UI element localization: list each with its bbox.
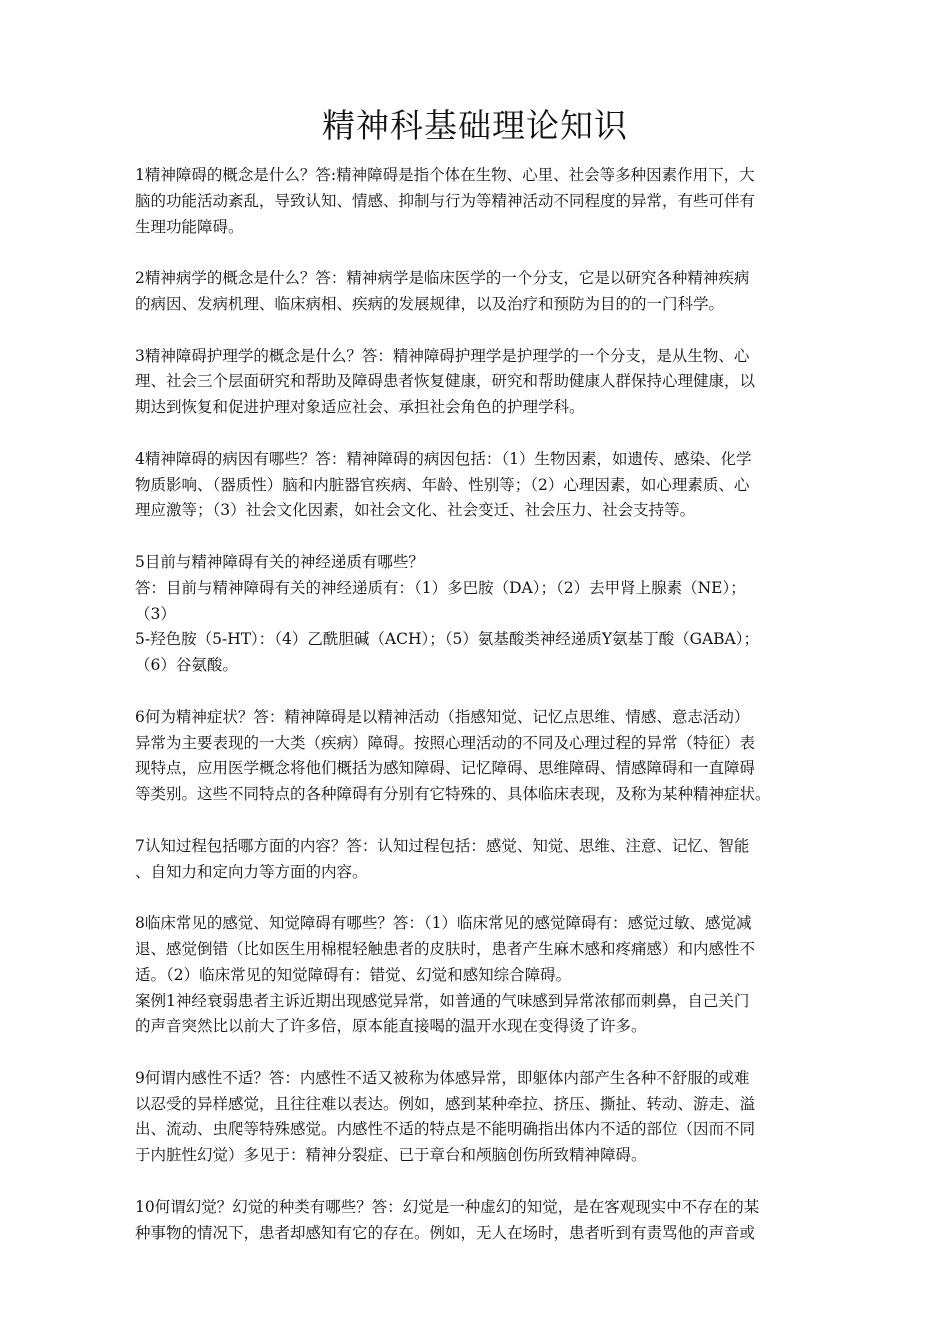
text-line: 适。（2）临床常见的知觉障碍有：错觉、幻觉和感知综合障碍。 (135, 965, 572, 984)
text-line: 5-羟色胺（5-HT）：（4）乙酰胆碱（ACH）；（5）氨基酸类神经递质Y氨基丁酸（GABA）； (135, 630, 759, 649)
text-line: 物质影响、（器质性）脑和内脏器官疾病、年龄、性别等；（2）心理因素，如心理素质、心 (135, 475, 750, 494)
text-line: 理、社会三个层面研究和帮助及障碍患者恢复健康，研究和帮助健康人群保持心理健康，以 (135, 372, 756, 391)
qa-paragraph (135, 1195, 835, 1247)
qa-paragraph (135, 550, 835, 679)
text-line: 于内脏性幻觉）多见于：精神分裂症、已于章台和颅脑创伤所致精神障碍。 (135, 1146, 647, 1165)
qa-paragraph (135, 705, 835, 808)
qa-paragraph (135, 344, 835, 421)
text-line: 种事物的情况下，患者却感知有它的存在。例如，无人在场时，患者听到有责骂他的声音或 (135, 1223, 756, 1242)
page-title: 精神科基础理论知识 (322, 106, 628, 145)
text-line: 等类别。这些不同特点的各种障碍有分别有它特殊的、具体临床表现，及称为某种精神症状。 (135, 785, 771, 804)
text-line: 8临床常见的感觉、知觉障碍有哪些？答：（1）临床常见的感觉障碍有：感觉过敏、感觉减 (135, 914, 752, 933)
case-paragraph (135, 989, 835, 1041)
text-line: 4精神障碍的病因有哪些？答：精神障碍的病因包括：（1）生物因素，如遗传、感染、化学 (135, 449, 752, 468)
text-line: 退、感觉倒错（比如医生用棉棍轻触患者的皮肤时，患者产生麻木感和疼痛感）和内感性不 (135, 939, 756, 958)
text-line: （6）谷氨酸。 (135, 656, 238, 675)
qa-paragraph (135, 1066, 835, 1169)
qa-paragraph (135, 266, 835, 318)
qa-paragraph (135, 163, 835, 240)
text-line: 7认知过程包括哪方面的内容？答：认知过程包括：感觉、知觉、思维、注意、记忆、智能 (135, 836, 750, 855)
text-line: 2精神病学的概念是什么？答：精神病学是临床医学的一个分支，它是以研究各种精神疾病 (135, 269, 750, 288)
text-line: 生理功能障碍。 (135, 217, 244, 236)
text-line: 出、流动、虫爬等特殊感觉。内感性不适的特点是不能明确指出体内不适的部位（因而不同 (135, 1120, 756, 1139)
qa-paragraph (135, 447, 835, 524)
text-line: 10何谓幻觉？幻觉的种类有哪些？答：幻觉是一种虚幻的知觉，是在客观现实中不存在的某 (135, 1197, 760, 1216)
qa-paragraph (135, 834, 835, 886)
text-line: 5目前与精神障碍有关的神经递质有哪些？ (135, 552, 424, 571)
text-line: 理应激等；（3）社会文化因素，如社会文化、社会变迁、社会压力、社会支持等。 (135, 501, 696, 520)
text-line: 脑的功能活动紊乱，导致认知、情感、抑制与行为等精神活动不同程度的异常，有些可伴有 (135, 191, 756, 210)
text-line: 现特点，应用医学概念将他们概括为感知障碍、记忆障碍、思维障碍、情感障碍和一直障碍 (135, 759, 756, 778)
text-line: 异常为主要表现的一大类（疾病）障碍。按照心理活动的不同及心理过程的异常（特征）表 (135, 733, 756, 752)
text-line: 的声音突然比以前大了许多倍，原本能直接喝的温开水现在变得烫了许多。 (135, 1017, 647, 1036)
text-line: 案例1神经衰弱患者主诉近期出现感觉异常，如普通的气味感到异常浓郁而刺鼻，自己关门 (135, 991, 750, 1010)
text-line: （3） (135, 604, 176, 623)
text-line: 期达到恢复和促进护理对象适应社会、承担社会角色的护理学科。 (135, 398, 585, 417)
qa-paragraph (135, 911, 835, 988)
text-line: 1精神障碍的概念是什么？答:精神障碍是指个体在生物、心里、社会等多种因素作用下，大 (135, 166, 755, 184)
text-line: 以忍受的异样感觉，且往往难以表达。例如，感到某种牵拉、挤压、撕扯、转动、游走、溢 (135, 1094, 756, 1113)
document-body (135, 163, 835, 1272)
text-line: 6何为精神症状？答：精神障碍是以精神活动（指感知觉、记忆点思维、情感、意志活动） (135, 707, 750, 726)
text-line: 的病因、发病机理、临床病相、疾病的发展规律，以及治疗和预防为目的的一门科学。 (135, 294, 725, 313)
text-line: 3精神障碍护理学的概念是什么？答：精神障碍护理学是护理学的一个分支，是从生物、心 (135, 346, 750, 365)
text-line: 答：目前与精神障碍有关的神经递质有：（1）多巴胺（DA）；（2）去甲肾上腺素（NE）； (135, 578, 746, 597)
text-line: 9何谓内感性不适？答：内感性不适又被称为体感异常，即躯体内部产生各种不舒服的或难 (135, 1068, 750, 1087)
text-line: 、自知力和定向力等方面的内容。 (135, 862, 368, 881)
